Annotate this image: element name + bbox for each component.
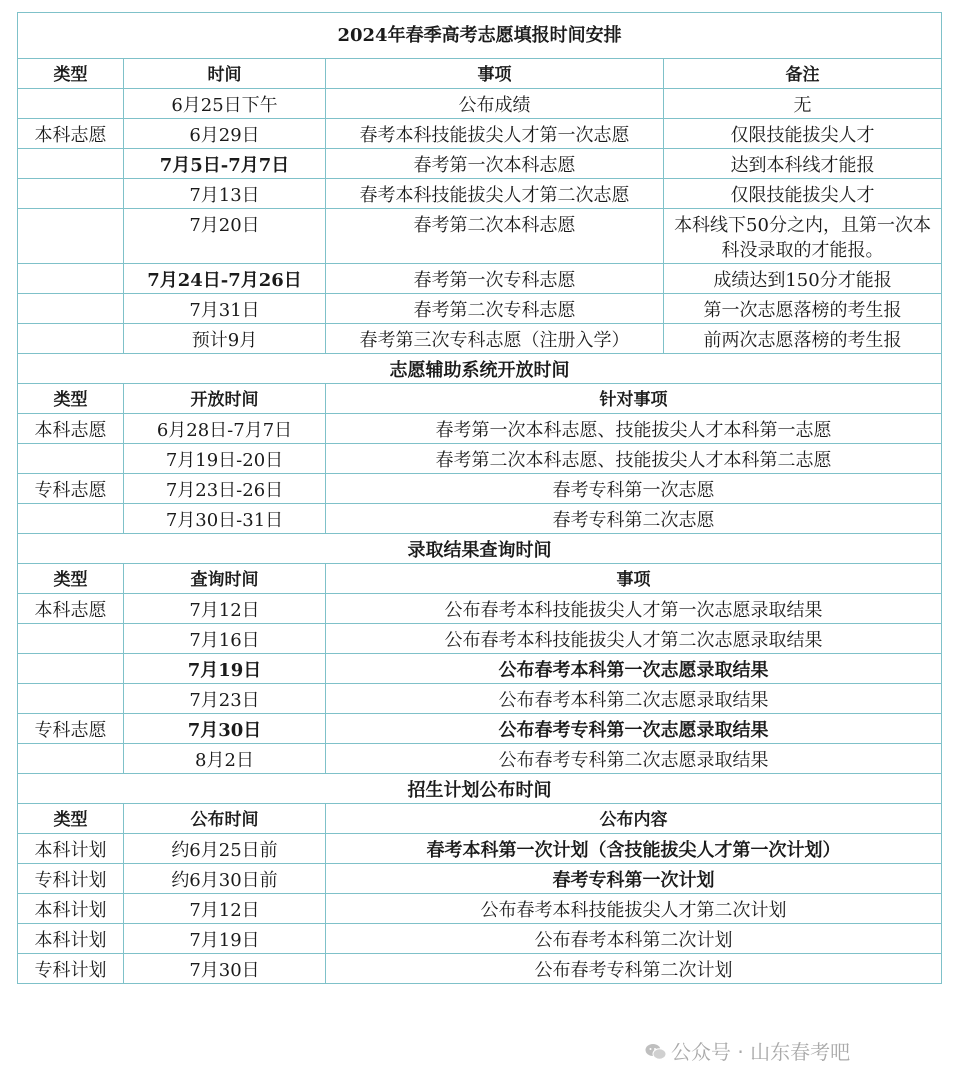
- cell-time: 7月30日-31日: [124, 504, 326, 534]
- table-header-row: [18, 384, 942, 414]
- cell-time: 约6月30日前: [124, 864, 326, 894]
- cell-type: [18, 684, 124, 714]
- cell-item: 公布春考本科技能拔尖人才第一次志愿录取结果: [326, 594, 942, 624]
- table-row: [18, 894, 942, 924]
- table-row: [18, 209, 942, 264]
- cell-time: 6月25日下午: [124, 89, 326, 119]
- cell-time: 7月13日: [124, 179, 326, 209]
- cell-item: 春考第二次本科志愿: [326, 209, 664, 264]
- cell-item: 春考专科第二次志愿: [326, 504, 942, 534]
- header-item: 公布内容: [326, 804, 942, 834]
- cell-time: 7月20日: [124, 209, 326, 264]
- cell-item: 公布成绩: [326, 89, 664, 119]
- cell-type: [18, 654, 124, 684]
- cell-note: 仅限技能拔尖人才: [664, 119, 942, 149]
- cell-item: 春考本科技能拔尖人才第二次志愿: [326, 179, 664, 209]
- cell-time: 7月12日: [124, 594, 326, 624]
- wechat-icon: [645, 1042, 667, 1060]
- cell-type: 本科志愿: [18, 119, 124, 149]
- cell-item: 春考专科第一次计划: [326, 864, 942, 894]
- table-row: [18, 744, 942, 774]
- table-title: 2024年春季高考志愿填报时间安排: [18, 13, 942, 59]
- cell-item: 公布春考本科技能拔尖人才第二次计划: [326, 894, 942, 924]
- cell-type: 本科计划: [18, 924, 124, 954]
- cell-note: 无: [664, 89, 942, 119]
- cell-type: [18, 444, 124, 474]
- header-time: 查询时间: [124, 564, 326, 594]
- table-header-row: [18, 564, 942, 594]
- table-row: [18, 654, 942, 684]
- table-row: [18, 924, 942, 954]
- cell-item: 公布春考专科第二次志愿录取结果: [326, 744, 942, 774]
- table-row: [18, 324, 942, 354]
- cell-type: 本科计划: [18, 894, 124, 924]
- cell-time: 7月30日: [124, 714, 326, 744]
- cell-time: 约6月25日前: [124, 834, 326, 864]
- header-item: 针对事项: [326, 384, 942, 414]
- table-header-row: [18, 59, 942, 89]
- cell-item: 春考第三次专科志愿（注册入学）: [326, 324, 664, 354]
- cell-item: 公布春考本科第一次志愿录取结果: [326, 654, 942, 684]
- cell-time: 预计9月: [124, 324, 326, 354]
- header-note: 备注: [664, 59, 942, 89]
- cell-type: 专科志愿: [18, 474, 124, 504]
- cell-time: 6月28日-7月7日: [124, 414, 326, 444]
- table-row: [18, 834, 942, 864]
- cell-time: 7月19日: [124, 654, 326, 684]
- table-row: [18, 474, 942, 504]
- table-row: [18, 864, 942, 894]
- cell-item: 公布春考专科第二次计划: [326, 954, 942, 984]
- cell-item: 公布春考本科技能拔尖人才第二次志愿录取结果: [326, 624, 942, 654]
- table-row: [18, 179, 942, 209]
- header-type: 类型: [18, 804, 124, 834]
- header-item: 事项: [326, 564, 942, 594]
- cell-type: [18, 294, 124, 324]
- cell-type: [18, 209, 124, 264]
- cell-time: 7月12日: [124, 894, 326, 924]
- cell-type: [18, 504, 124, 534]
- cell-type: 本科志愿: [18, 414, 124, 444]
- cell-item: 春考第一次本科志愿: [326, 149, 664, 179]
- cell-note: 本科线下50分之内，且第一次本科没录取的才能报。: [664, 209, 942, 264]
- section-title-results: 录取结果查询时间: [18, 534, 942, 564]
- cell-time: 7月5日-7月7日: [124, 149, 326, 179]
- cell-time: 6月29日: [124, 119, 326, 149]
- cell-type: [18, 324, 124, 354]
- cell-type: [18, 149, 124, 179]
- cell-item: 春考第一次本科志愿、技能拔尖人才本科第一志愿: [326, 414, 942, 444]
- cell-item: 春考本科第一次计划（含技能拔尖人才第一次计划）: [326, 834, 942, 864]
- table-row: [18, 444, 942, 474]
- table-row: [18, 504, 942, 534]
- cell-item: 春考第二次本科志愿、技能拔尖人才本科第二志愿: [326, 444, 942, 474]
- header-type: 类型: [18, 59, 124, 89]
- cell-type: 本科计划: [18, 834, 124, 864]
- cell-type: [18, 624, 124, 654]
- watermark: [645, 1036, 850, 1065]
- watermark-text: 公众号 · 山东春考吧: [671, 1040, 851, 1064]
- cell-note: 仅限技能拔尖人才: [664, 179, 942, 209]
- schedule-table: [17, 12, 942, 984]
- section-title-plans: 招生计划公布时间: [18, 774, 942, 804]
- cell-time: 7月23日: [124, 684, 326, 714]
- cell-time: 7月19日: [124, 924, 326, 954]
- header-time: 公布时间: [124, 804, 326, 834]
- cell-type: 专科计划: [18, 864, 124, 894]
- cell-time: 7月16日: [124, 624, 326, 654]
- cell-item: 春考本科技能拔尖人才第一次志愿: [326, 119, 664, 149]
- table-row: [18, 594, 942, 624]
- section-title-assist: 志愿辅助系统开放时间: [18, 354, 942, 384]
- table-row: [18, 684, 942, 714]
- cell-type: 专科计划: [18, 954, 124, 984]
- cell-item: 公布春考本科第二次志愿录取结果: [326, 684, 942, 714]
- cell-time: 7月23日-26日: [124, 474, 326, 504]
- cell-item: 公布春考本科第二次计划: [326, 924, 942, 954]
- header-item: 事项: [326, 59, 664, 89]
- header-type: 类型: [18, 384, 124, 414]
- table-row: [18, 149, 942, 179]
- cell-note: 第一次志愿落榜的考生报: [664, 294, 942, 324]
- header-time: 开放时间: [124, 384, 326, 414]
- header-type: 类型: [18, 564, 124, 594]
- cell-note: 成绩达到150分才能报: [664, 264, 942, 294]
- cell-note: 达到本科线才能报: [664, 149, 942, 179]
- cell-note: 前两次志愿落榜的考生报: [664, 324, 942, 354]
- cell-type: 本科志愿: [18, 594, 124, 624]
- cell-type: [18, 89, 124, 119]
- table-header-row: [18, 804, 942, 834]
- table-row: [18, 119, 942, 149]
- table-row: [18, 294, 942, 324]
- cell-type: [18, 179, 124, 209]
- cell-item: 春考第二次专科志愿: [326, 294, 664, 324]
- cell-type: [18, 264, 124, 294]
- table-row: [18, 89, 942, 119]
- table-row: [18, 624, 942, 654]
- table-row: [18, 414, 942, 444]
- cell-time: 7月30日: [124, 954, 326, 984]
- cell-time: 8月2日: [124, 744, 326, 774]
- cell-item: 公布春考专科第一次志愿录取结果: [326, 714, 942, 744]
- cell-type: [18, 744, 124, 774]
- cell-time: 7月24日-7月26日: [124, 264, 326, 294]
- table-row: [18, 264, 942, 294]
- header-time: 时间: [124, 59, 326, 89]
- cell-item: 春考专科第一次志愿: [326, 474, 942, 504]
- table-row: [18, 714, 942, 744]
- cell-time: 7月19日-20日: [124, 444, 326, 474]
- cell-item: 春考第一次专科志愿: [326, 264, 664, 294]
- table-row: [18, 954, 942, 984]
- cell-time: 7月31日: [124, 294, 326, 324]
- cell-type: 专科志愿: [18, 714, 124, 744]
